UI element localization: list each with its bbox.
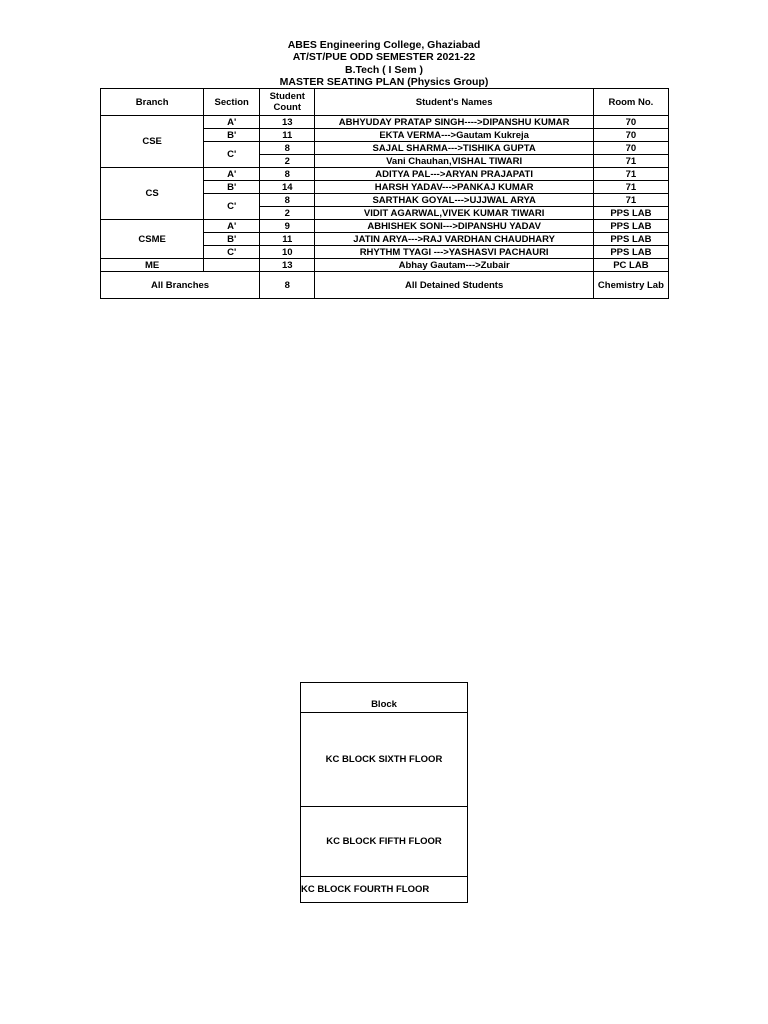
count-cell: 8 — [260, 272, 315, 299]
table-header-row — [101, 89, 669, 116]
all-branches-cell: All Branches — [101, 272, 260, 299]
block-table — [300, 682, 468, 903]
semester-title: AT/ST/PUE ODD SEMESTER 2021-22 — [292, 51, 476, 64]
names-cell: ABHYUDAY PRATAP SINGH---->DIPANSHU KUMAR — [315, 116, 593, 129]
section-cell — [204, 259, 260, 272]
names-cell: JATIN ARYA--->RAJ VARDHAN CHAUDHARY — [315, 233, 593, 246]
room-cell: 71 — [593, 155, 668, 168]
section-cell: A' — [204, 116, 260, 129]
column-header-student-names: Student's Names — [315, 89, 593, 116]
names-cell: SAJAL SHARMA--->TISHIKA GUPTA — [315, 142, 593, 155]
program-title: B.Tech ( I Sem ) — [345, 63, 423, 76]
room-cell: 70 — [593, 116, 668, 129]
room-cell: PPS LAB — [593, 220, 668, 233]
count-cell: 10 — [260, 246, 315, 259]
room-cell: PC LAB — [593, 259, 668, 272]
table-row-all-branches — [101, 272, 669, 299]
branch-cell: CSE — [101, 116, 204, 168]
branch-cell: CS — [101, 168, 204, 220]
count-cell: 11 — [260, 233, 315, 246]
room-cell: 70 — [593, 129, 668, 142]
room-cell: PPS LAB — [593, 233, 668, 246]
section-cell: C' — [204, 246, 260, 259]
block-row: KC BLOCK FOURTH FLOOR — [301, 877, 468, 903]
names-cell: All Detained Students — [315, 272, 593, 299]
names-cell: Abhay Gautam--->Zubair — [315, 259, 593, 272]
count-cell: 2 — [260, 207, 315, 220]
room-cell: 71 — [593, 168, 668, 181]
names-cell: EKTA VERMA--->Gautam Kukreja — [315, 129, 593, 142]
names-cell: VIDIT AGARWAL,VIVEK KUMAR TIWARI — [315, 207, 593, 220]
table-row — [101, 116, 669, 129]
section-cell: B' — [204, 233, 260, 246]
table-row — [101, 168, 669, 181]
block-row: KC BLOCK FIFTH FLOOR — [301, 807, 468, 877]
names-cell: ADITYA PAL--->ARYAN PRAJAPATI — [315, 168, 593, 181]
plan-title: MASTER SEATING PLAN (Physics Group) — [279, 75, 489, 88]
branch-cell: CSME — [101, 220, 204, 259]
count-cell: 11 — [260, 129, 315, 142]
count-cell: 9 — [260, 220, 315, 233]
column-header-branch: Branch — [101, 89, 204, 116]
count-cell: 8 — [260, 142, 315, 155]
document-header — [100, 39, 668, 88]
count-cell: 13 — [260, 259, 315, 272]
section-cell: A' — [204, 168, 260, 181]
branch-cell: ME — [101, 259, 204, 272]
column-header-section: Section — [204, 89, 260, 116]
block-row: KC BLOCK SIXTH FLOOR — [301, 713, 468, 807]
count-cell: 8 — [260, 194, 315, 207]
room-cell: Chemistry Lab — [593, 272, 668, 299]
block-header: Block — [301, 683, 468, 713]
room-cell: PPS LAB — [593, 246, 668, 259]
count-cell: 13 — [260, 116, 315, 129]
column-header-student-count: Student Count — [260, 89, 315, 116]
table-row — [101, 259, 669, 272]
names-cell: ABHISHEK SONI--->DIPANSHU YADAV — [315, 220, 593, 233]
section-cell: B' — [204, 129, 260, 142]
seating-plan-table — [100, 88, 669, 299]
names-cell: SARTHAK GOYAL--->UJJWAL ARYA — [315, 194, 593, 207]
room-cell: PPS LAB — [593, 207, 668, 220]
room-cell: 70 — [593, 142, 668, 155]
names-cell: HARSH YADAV--->PANKAJ KUMAR — [315, 181, 593, 194]
section-cell: C' — [204, 194, 260, 220]
section-cell: A' — [204, 220, 260, 233]
table-row — [101, 220, 669, 233]
count-cell: 8 — [260, 168, 315, 181]
names-cell: Vani Chauhan,VISHAL TIWARI — [315, 155, 593, 168]
names-cell: RHYTHM TYAGI --->YASHASVI PACHAURI — [315, 246, 593, 259]
section-cell: B' — [204, 181, 260, 194]
count-cell: 14 — [260, 181, 315, 194]
section-cell: C' — [204, 142, 260, 168]
room-cell: 71 — [593, 194, 668, 207]
count-cell: 2 — [260, 155, 315, 168]
college-name: ABES Engineering College, Ghaziabad — [287, 39, 481, 51]
column-header-room: Room No. — [593, 89, 668, 116]
room-cell: 71 — [593, 181, 668, 194]
